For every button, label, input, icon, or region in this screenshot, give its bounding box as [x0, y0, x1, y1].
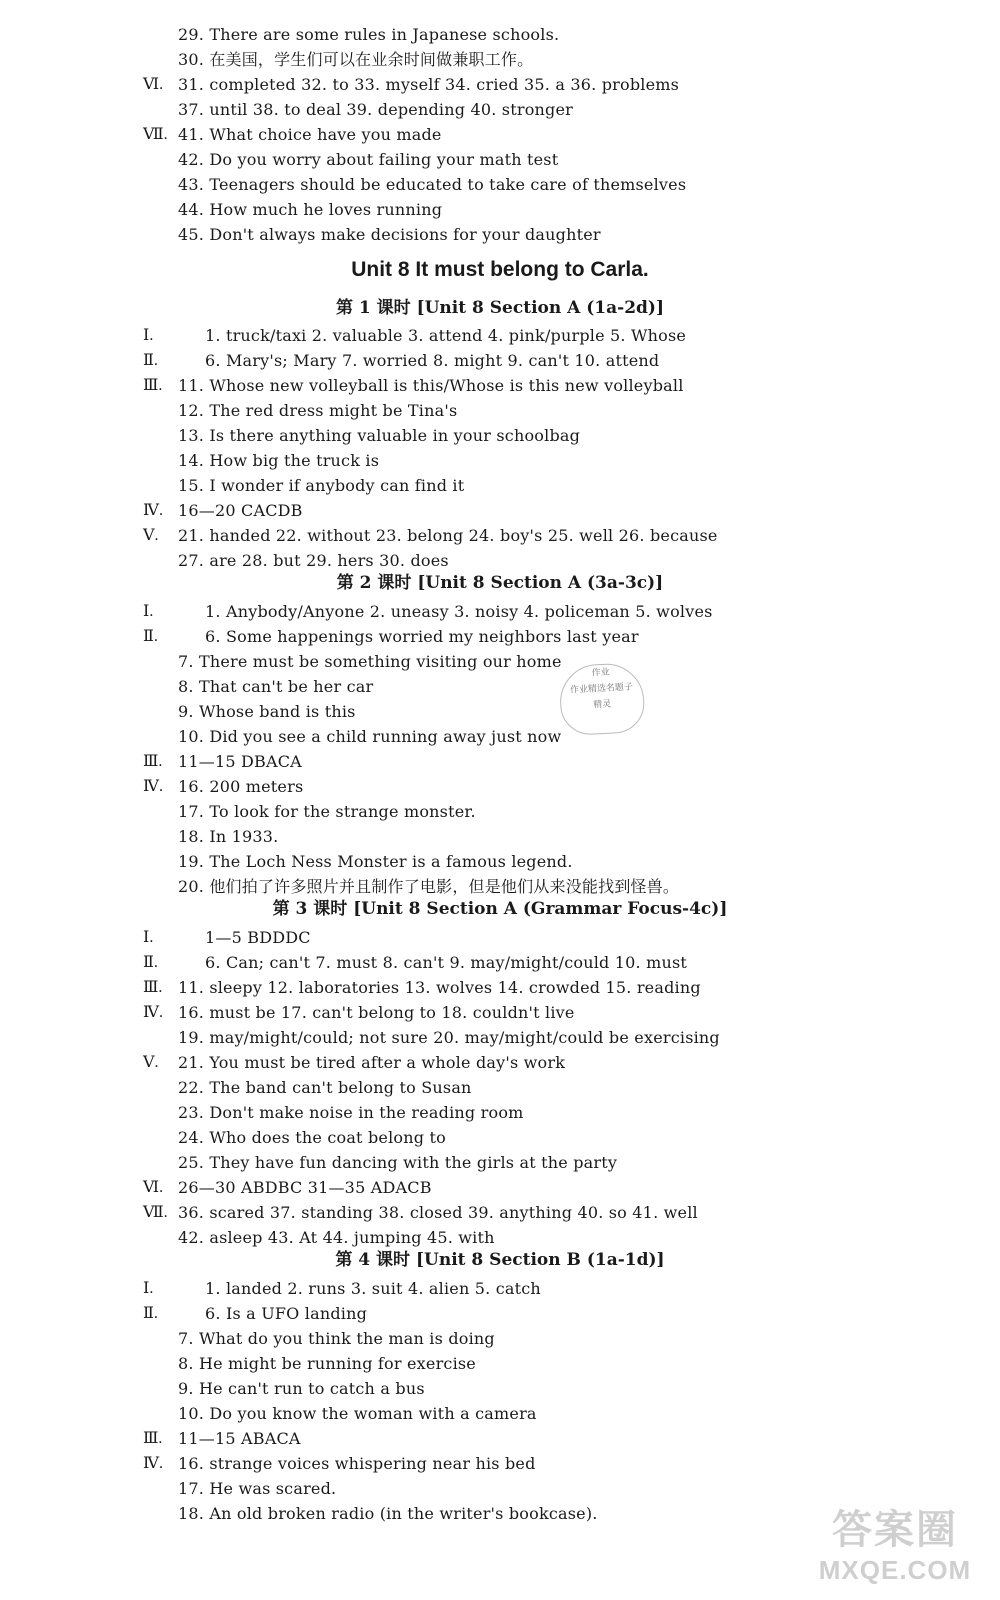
answer-line: [0, 1100, 1000, 1125]
answer-line: [0, 22, 1000, 47]
section-numeral: Ⅲ.: [143, 979, 163, 996]
answer-line: [0, 523, 1000, 548]
answer-line: [0, 1150, 1000, 1175]
answer-text: 10. Did you see a child running away just now: [178, 727, 562, 746]
answer-text: 30. 在美国，学生们可以在业余时间做兼职工作。: [178, 50, 534, 69]
answer-line: [0, 398, 1000, 423]
answer-text: 1. landed 2. runs 3. suit 4. alien 5. catch: [205, 1279, 541, 1298]
stamp-line-2: 作业精选名题子: [569, 682, 634, 696]
answer-line: [0, 72, 1000, 97]
section-numeral: Ⅰ.: [143, 327, 154, 344]
section-numeral: Ⅰ.: [143, 929, 154, 946]
answer-line: [0, 649, 1000, 674]
answer-text: 17. To look for the strange monster.: [178, 802, 476, 821]
answer-text: 7. There must be something visiting our home: [178, 652, 562, 671]
answer-text: 27. are 28. but 29. hers 30. does: [178, 551, 449, 570]
answer-line: [0, 1075, 1000, 1100]
answer-line: [0, 1276, 1000, 1301]
site-watermark: [800, 1506, 990, 1592]
answer-text: 8. That can't be her car: [178, 677, 374, 696]
answer-text: 6. Some happenings worried my neighbors last year: [205, 627, 639, 646]
section-numeral: Ⅶ.: [143, 1204, 168, 1221]
answer-line: [0, 1125, 1000, 1150]
answer-text: 24. Who does the coat belong to: [178, 1128, 446, 1147]
answer-text: 14. How big the truck is: [178, 451, 380, 470]
answer-text: 25. They have fun dancing with the girls at the party: [178, 1153, 618, 1172]
answer-text: 19. may/might/could; not sure 20. may/might/could be exercising: [178, 1028, 720, 1047]
answer-text: 37. until 38. to deal 39. depending 40. stronger: [178, 100, 573, 119]
answer-line: [0, 473, 1000, 498]
section-numeral: Ⅴ.: [143, 527, 159, 544]
answer-text: 7. What do you think the man is doing: [178, 1329, 495, 1348]
section-numeral: Ⅰ.: [143, 1280, 154, 1297]
answer-text: 45. Don't always make decisions for your daughter: [178, 225, 601, 244]
section-numeral: Ⅳ.: [143, 778, 163, 795]
answer-line: [0, 222, 1000, 247]
section-numeral: Ⅱ.: [143, 352, 158, 369]
answer-line: [0, 373, 1000, 398]
answer-text: 20. 他们拍了许多照片并且制作了电影，但是他们从来没能找到怪兽。: [178, 877, 680, 896]
answer-line: [0, 122, 1000, 147]
answer-line: [0, 97, 1000, 122]
section-numeral: Ⅶ.: [143, 126, 168, 143]
answer-line: [0, 975, 1000, 1000]
answer-line: [0, 1301, 1000, 1326]
section-numeral: Ⅱ.: [143, 1305, 158, 1322]
answer-line: [0, 774, 1000, 799]
answer-text: 44. How much he loves running: [178, 200, 443, 219]
answer-text: 19. The Loch Ness Monster is a famous legend.: [178, 852, 573, 871]
answer-line: [0, 1326, 1000, 1351]
answer-text: 9. Whose band is this: [178, 702, 356, 721]
answer-line: [0, 147, 1000, 172]
section-numeral: Ⅳ.: [143, 502, 163, 519]
section-numeral: Ⅲ.: [143, 753, 163, 770]
answer-text: 12. The red dress might be Tina's: [178, 401, 458, 420]
answer-line: [0, 1351, 1000, 1376]
section-numeral: Ⅳ.: [143, 1455, 163, 1472]
answer-line: [0, 323, 1000, 348]
watermark-logo: 答案圈: [832, 1508, 958, 1552]
section-numeral: Ⅴ.: [143, 1054, 159, 1071]
answer-line: [0, 724, 1000, 749]
answer-line: [0, 498, 1000, 523]
watermark-url: MXQE.COM: [818, 1555, 972, 1585]
answer-line: [0, 348, 1000, 373]
answer-text: 16—20 CACDB: [178, 501, 303, 520]
homework-stamp: [558, 662, 646, 736]
answer-text: 43. Teenagers should be educated to take care of themselves: [178, 175, 687, 194]
answer-line: [0, 824, 1000, 849]
answer-line: [0, 799, 1000, 824]
answer-text: 21. You must be tired after a whole day's work: [178, 1053, 566, 1072]
section-numeral: Ⅲ.: [143, 377, 163, 394]
answer-line: [0, 1401, 1000, 1426]
answer-line: [0, 1200, 1000, 1225]
answer-line: [0, 1175, 1000, 1200]
answer-line: [0, 849, 1000, 874]
answer-line: [0, 423, 1000, 448]
answer-text: 13. Is there anything valuable in your schoolbag: [178, 426, 581, 445]
answer-text: 9. He can't run to catch a bus: [178, 1379, 425, 1398]
answer-text: 15. I wonder if anybody can find it: [178, 476, 465, 495]
answer-line: [0, 1426, 1000, 1451]
answer-line: [0, 1025, 1000, 1050]
answer-text: 6. Can; can't 7. must 8. can't 9. may/might/could 10. must: [205, 953, 687, 972]
answer-text: 42. asleep 43. At 44. jumping 45. with: [178, 1228, 495, 1247]
answer-line: [0, 699, 1000, 724]
answer-text: 1. truck/taxi 2. valuable 3. attend 4. pink/purple 5. Whose: [205, 326, 687, 345]
section-numeral: Ⅵ.: [143, 1179, 164, 1196]
answer-text: 42. Do you worry about failing your math test: [178, 150, 559, 169]
answer-line: [0, 674, 1000, 699]
answer-text: 6. Is a UFO landing: [205, 1304, 368, 1323]
answer-line: [0, 47, 1000, 72]
answer-text: 10. Do you know the woman with a camera: [178, 1404, 537, 1423]
answer-text: 26—30 ABDBC 31—35 ADACB: [178, 1178, 432, 1197]
section-numeral: Ⅲ.: [143, 1430, 163, 1447]
answer-text: 16. must be 17. can't belong to 18. couldn't live: [178, 1003, 575, 1022]
answer-text: 36. scared 37. standing 38. closed 39. anything 40. so 41. well: [178, 1203, 698, 1222]
lesson-heading-2: 第 2 课时 [Unit 8 Section A (3a-3c)]: [336, 573, 664, 593]
answer-text: 41. What choice have you made: [178, 125, 442, 144]
stamp-line-3: 精灵: [593, 699, 612, 711]
answer-text: 11. Whose new volleyball is this/Whose is this new volleyball: [178, 376, 684, 395]
answer-text: 1. Anybody/Anyone 2. uneasy 3. noisy 4. policeman 5. wolves: [205, 602, 713, 621]
answer-line: [0, 172, 1000, 197]
answer-line: [0, 1050, 1000, 1075]
answer-line: [0, 599, 1000, 624]
answer-line: [0, 950, 1000, 975]
answer-text: 6. Mary's; Mary 7. worried 8. might 9. can't 10. attend: [205, 351, 660, 370]
answer-text: 22. The band can't belong to Susan: [178, 1078, 472, 1097]
section-numeral: Ⅳ.: [143, 1004, 163, 1021]
answer-text: 29. There are some rules in Japanese schools.: [178, 25, 560, 44]
answer-text: 16. 200 meters: [178, 777, 304, 796]
answer-text: 23. Don't make noise in the reading room: [178, 1103, 524, 1122]
stamp-line-1: 作业: [591, 667, 610, 679]
answer-text: 8. He might be running for exercise: [178, 1354, 476, 1373]
section-numeral: Ⅱ.: [143, 954, 158, 971]
answer-line: [0, 448, 1000, 473]
answer-text: 18. In 1933.: [178, 827, 279, 846]
section-numeral: Ⅵ.: [143, 76, 164, 93]
answer-line: [0, 749, 1000, 774]
answer-text: 16. strange voices whispering near his bed: [178, 1454, 536, 1473]
answer-text: 17. He was scared.: [178, 1479, 337, 1498]
answer-text: 11—15 ABACA: [178, 1429, 301, 1448]
answer-text: 11—15 DBACA: [178, 752, 302, 771]
answer-line: [0, 925, 1000, 950]
answer-text: 1—5 BDDDC: [205, 928, 311, 947]
answer-line: [0, 1451, 1000, 1476]
answer-line: [0, 624, 1000, 649]
lesson-heading-4: 第 4 课时 [Unit 8 Section B (1a-1d)]: [335, 1250, 665, 1270]
lesson-heading-3: 第 3 课时 [Unit 8 Section A (Grammar Focus-4c)]: [272, 899, 728, 919]
answer-line: [0, 1376, 1000, 1401]
answer-line: [0, 1476, 1000, 1501]
answer-text: 31. completed 32. to 33. myself 34. cried 35. a 36. problems: [178, 75, 680, 94]
answer-text: 11. sleepy 12. laboratories 13. wolves 14. crowded 15. reading: [178, 978, 701, 997]
answer-text: 21. handed 22. without 23. belong 24. boy's 25. well 26. because: [178, 526, 718, 545]
section-numeral: Ⅱ.: [143, 628, 158, 645]
answer-line: [0, 1000, 1000, 1025]
answer-line: [0, 197, 1000, 222]
unit-title: Unit 8 It must belong to Carla.: [351, 258, 649, 281]
answer-text: 18. An old broken radio (in the writer's bookcase).: [178, 1504, 598, 1523]
lesson-heading-1: 第 1 课时 [Unit 8 Section A (1a-2d)]: [335, 298, 664, 318]
section-numeral: Ⅰ.: [143, 603, 154, 620]
